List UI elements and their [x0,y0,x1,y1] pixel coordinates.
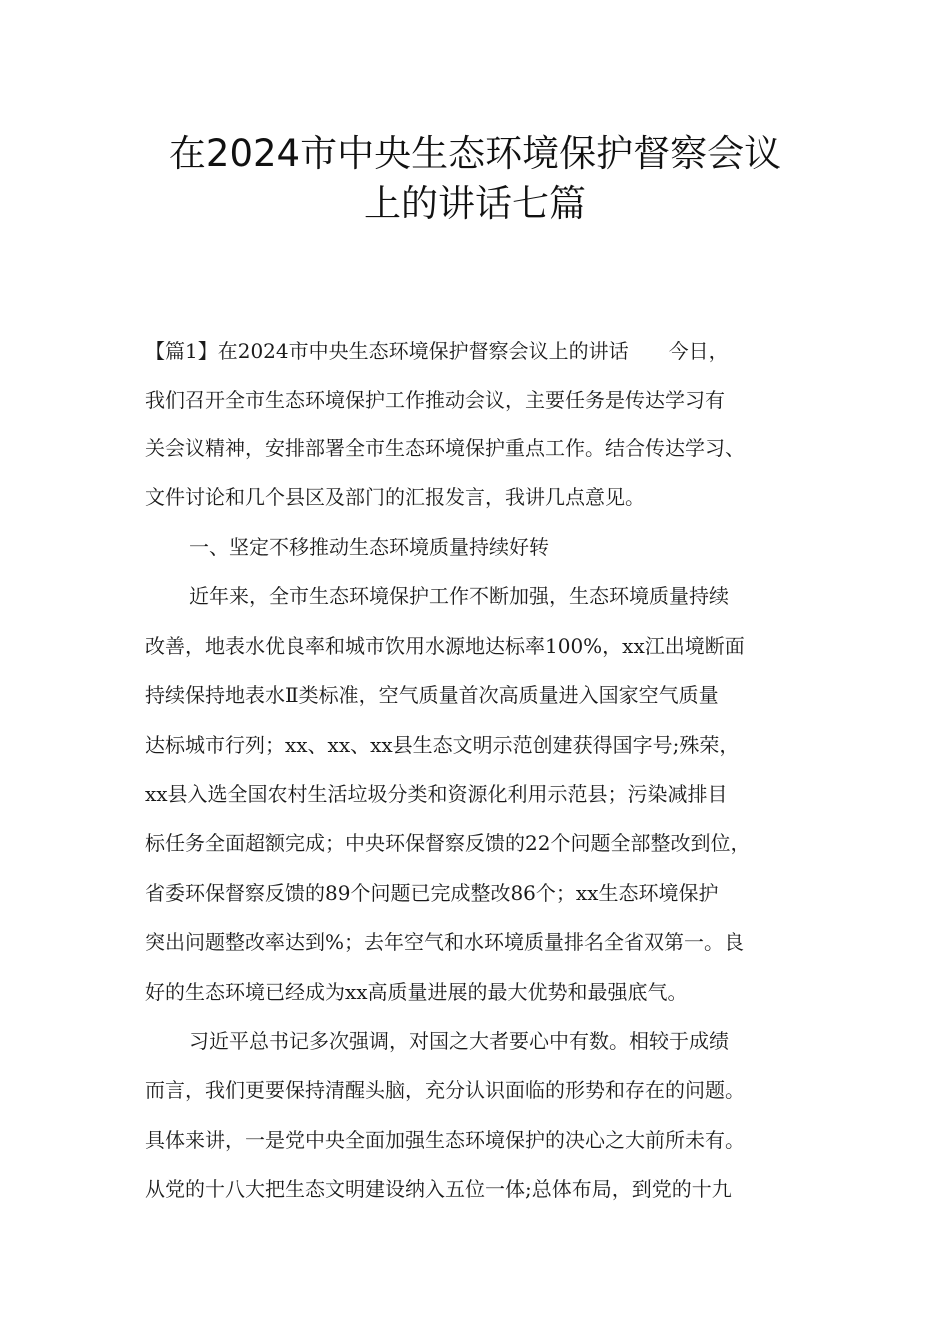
document-title-line-2: 上的讲话七篇 [364,182,586,225]
body-line: 关会议精神，安排部署全市生态环境保护重点工作。结合传达学习、 [145,436,745,460]
document-title-line-1: 在2024市中央生态环境保护督察会议 [168,132,782,175]
body-line: xx县入选全国农村生活垃圾分类和资源化利用示范县；污染减排目 [145,782,728,806]
body-line: 【篇1】在2024市中央生态环境保护督察会议上的讲话 今日， [145,339,729,363]
body-line: 习近平总书记多次强调，对国之大者要心中有数。相较于成绩 [189,1029,729,1053]
body-line: 具体来讲，一是党中央全面加强生态环境保护的决心之大前所未有。 [145,1128,745,1152]
body-line: 我们召开全市生态环境保护工作推动会议，主要任务是传达学习有 [145,388,725,412]
section-heading: 一、坚定不移推动生态环境质量持续好转 [189,535,549,559]
body-line: 省委环保督察反馈的89个问题已完成整改86个；xx生态环境保护 [145,881,719,905]
body-line: 好的生态环境已经成为xx高质量进展的最大优势和最强底气。 [145,980,688,1004]
body-line: 改善，地表水优良率和城市饮用水源地达标率100%，xx江出境断面 [145,634,745,658]
body-line: 从党的十八大把生态文明建设纳入五位一体;总体布局，到党的十九 [145,1177,732,1201]
body-line: 持续保持地表水Ⅱ类标准，空气质量首次高质量进入国家空气质量 [145,683,719,707]
body-line: 近年来，全市生态环境保护工作不断加强，生态环境质量持续 [189,584,729,608]
body-line: 达标城市行列；xx、xx、xx县生态文明示范创建获得国字号;殊荣， [145,733,740,757]
body-line: 文件讨论和几个县区及部门的汇报发言，我讲几点意见。 [145,485,645,509]
body-line: 而言，我们更要保持清醒头脑，充分认识面临的形势和存在的问题。 [145,1078,745,1102]
body-line: 标任务全面超额完成；中央环保督察反馈的22个问题全部整改到位， [145,831,751,855]
body-line: 突出问题整改率达到%；去年空气和水环境质量排名全省双第一。良 [145,930,745,954]
